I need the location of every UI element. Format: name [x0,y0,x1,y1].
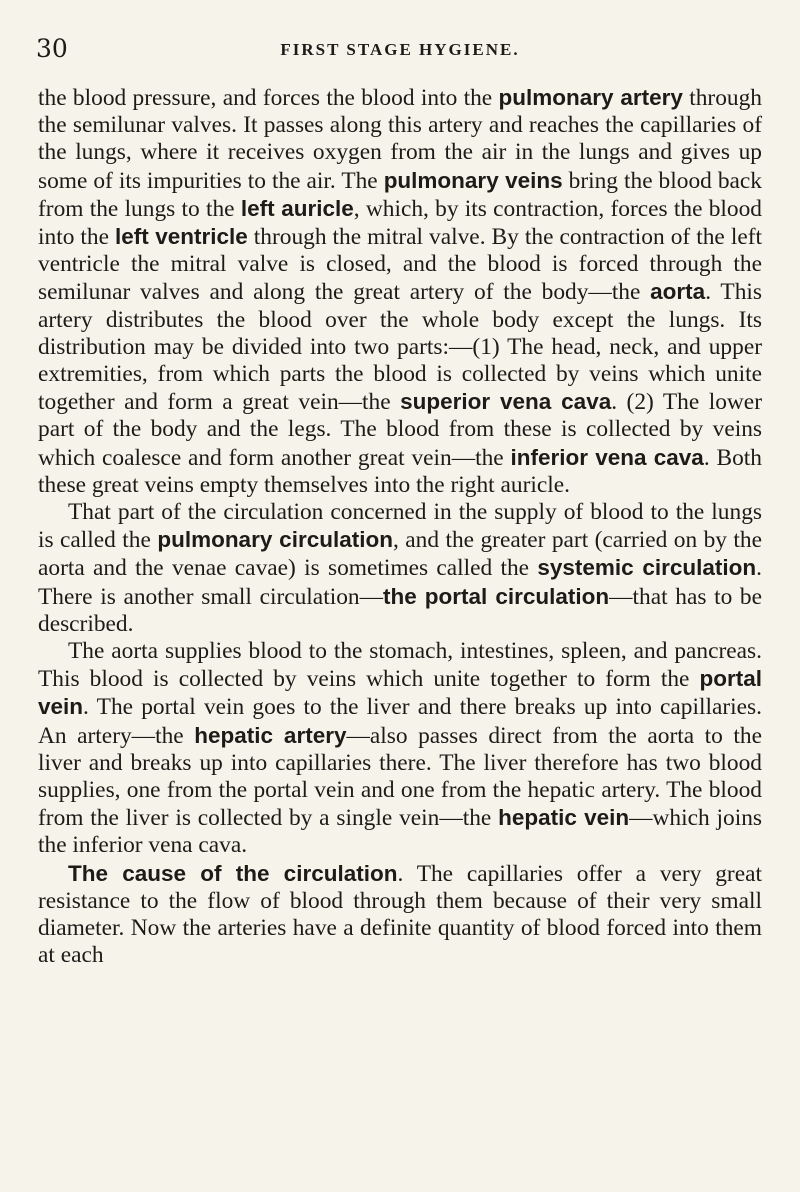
term-portal-vein: portal vein [38,666,762,720]
term-inferior-vena-cava: inferior vena cava [510,444,704,470]
text-run: . This artery distributes the blood over the whole body except the lungs. Its distribution may be divided into two parts:—(1) The head, neck, and upper extremities, from which parts the blood is collected by veins which unite together and form a great vein—the [38,279,762,416]
text-run: , and the greater part (carried on by the aorta and the venae cavae) is sometimes called the [38,527,763,582]
text-run: bring the blood back from the lungs to the [38,167,762,222]
term-aorta: aorta [650,279,706,305]
paragraph-portal-circulation [38,638,762,860]
paragraph-circulation-types [38,499,762,638]
term-pulmonary-veins: pulmonary veins [383,167,563,193]
term-portal-circulation: the portal circulation [382,583,610,609]
page-header [36,34,764,68]
text-run: . Both these great veins empty themselves into the right auricle. [38,444,762,498]
text-run: . (2) The lower part of the body and the legs. The blood from these is collected by veins which coalesce and form another great vein—the [38,389,762,471]
term-systemic-circulation: systemic circulation [537,555,757,581]
term-left-auricle: left auricle [240,195,354,221]
term-hepatic-vein: hepatic vein [498,805,630,831]
text-run: —that has to be described. [38,583,763,637]
term-superior-vena-cava: superior vena cava [400,389,612,415]
term-hepatic-artery: hepatic artery [194,722,347,748]
term-pulmonary-circulation: pulmonary circulation [157,527,393,553]
text-run: That part of the circulation concerned in the supply of blood to the lungs is called the [38,499,762,554]
paragraph-cause-of-circulation [38,860,762,970]
running-head: FIRST STAGE HYGIENE. [280,40,520,59]
body-text [38,84,762,970]
text-run: . The capillaries offer a very great resistance to the flow of blood through them because of their very small diameter. Now the arteries have a definite quantity of blood forced into them at each [38,860,762,969]
text-run: through the mitral valve. By the contraction of the left ventricle the mitral valve is closed, and the blood is forced through the semilunar valves and along the great artery of the body—the [38,224,762,306]
paragraph-pulmonary-systemic [38,84,762,499]
text-run: —which joins the inferior vena cava. [38,805,762,859]
text-run: the blood pressure, and forces the blood into the [38,85,499,111]
term-pulmonary-artery: pulmonary artery [498,85,683,110]
text-run: —also passes direct from the aorta to the liver and breaks up into capillaries there. The liver therefore has two blood supplies, one from the portal vein and one from the hepatic artery. The blood from the liver is collected by a single vein—the [38,722,762,832]
term-left-ventricle: left ventricle [115,224,248,250]
text-run: . There is another small circulation— [38,555,763,610]
section-heading-cause-of-circulation: The cause of the circulation [68,860,398,886]
text-run: through the semilunar valves. It passes along this artery and reaches the capillaries of the lungs, where it receives oxygen from the air in the lungs and gives up some of its impurities to the air. The [38,85,762,194]
text-run: The aorta supplies blood to the stomach, intestines, spleen, and pancreas. This blood is collected by veins which unite together to form the [38,638,762,693]
text-run: . The portal vein goes to the liver and there breaks up into capillaries. An artery—the [38,694,762,749]
text-run: , which, by its contraction, forces the blood into the [38,195,763,251]
page-number: 30 [36,34,68,63]
